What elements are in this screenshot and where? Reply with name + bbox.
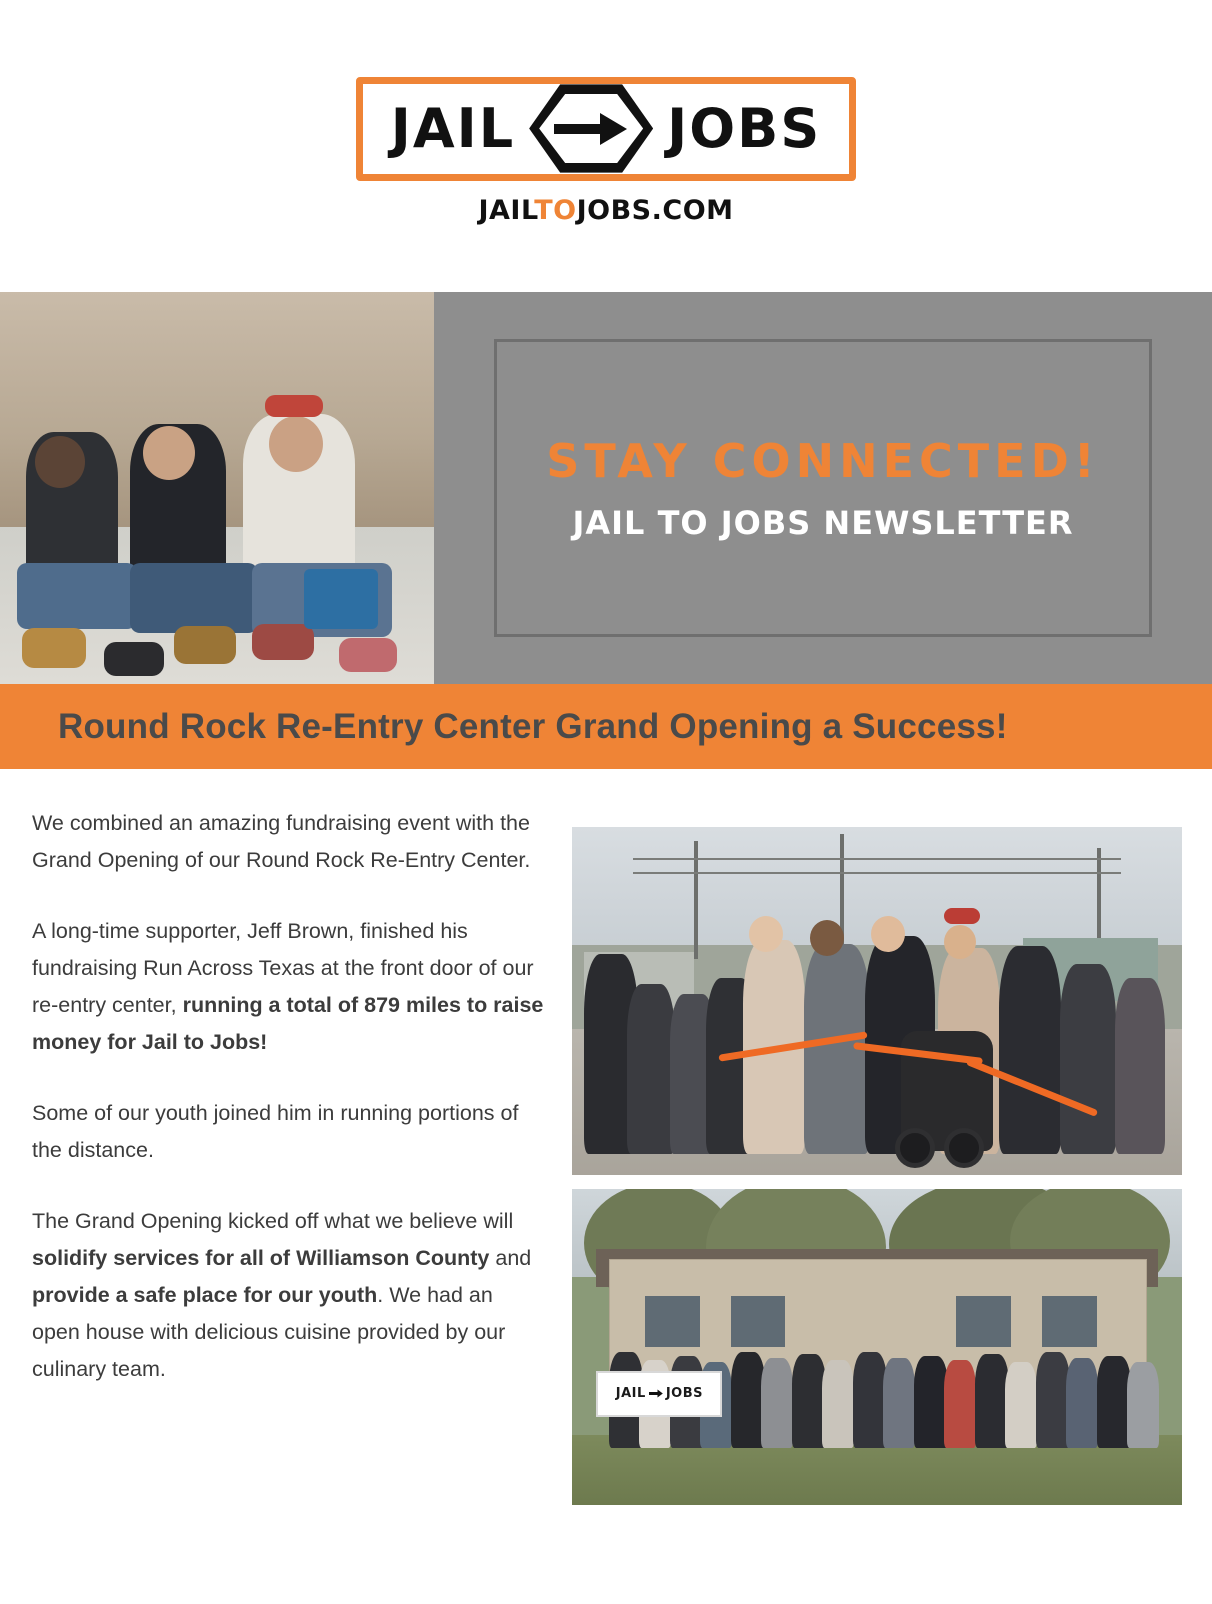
photo-run-finish [572, 827, 1182, 1175]
url-prefix: JAIL [478, 194, 535, 226]
article-paragraph [32, 1203, 544, 1388]
jail-to-jobs-yard-sign [596, 1371, 722, 1417]
banner-headline: STAY CONNECTED! [546, 434, 1100, 488]
article-bold-text: running a total of 879 miles to raise money for Jail to Jobs! [32, 992, 544, 1054]
article-photo-column [572, 805, 1182, 1505]
newsletter-banner [0, 292, 1212, 684]
banner-subhead: JAIL TO JOBS NEWSLETTER [572, 504, 1074, 542]
photo-grand-opening-group [572, 1189, 1182, 1505]
logo-website-url [478, 195, 733, 226]
jail-to-jobs-logo [356, 77, 856, 181]
article-text: . We had an open house with delicious cuisine provided by our culinary team. [32, 1282, 506, 1381]
article-paragraph [32, 805, 544, 879]
article-text: Some of our youth joined him in running portions of the distance. [32, 1100, 519, 1162]
page-title: Round Rock Re-Entry Center Grand Opening a Success! [58, 706, 1008, 746]
article-paragraph [32, 913, 544, 1061]
sign-text-jobs: JOBS [665, 1386, 703, 1402]
logo-word-jobs: JOBS [667, 96, 822, 160]
article-bold-text: solidify services for all of Williamson County [32, 1245, 490, 1270]
article-text: The Grand Opening kicked off what we believe will [32, 1208, 514, 1233]
banner-text-area [434, 292, 1212, 684]
article-text: A long-time supporter, Jeff Brown, finished his fundraising Run Across Texas at the front door of our re-entry center, [32, 918, 534, 1017]
url-suffix: JOBS.COM [576, 194, 734, 226]
article-title-bar [0, 684, 1212, 769]
article-paragraph [32, 1095, 544, 1169]
article-text: We combined an amazing fundraising event with the Grand Opening of our Round Rock Re-Entry Center. [32, 811, 531, 872]
article-text-column [32, 805, 572, 1505]
url-mid: TO [534, 194, 577, 226]
sign-text-jail: JAIL [615, 1386, 646, 1402]
logo-word-jail: JAIL [390, 96, 516, 160]
article-bold-text: provide a safe place for our youth [32, 1282, 378, 1307]
sign-arrow-icon [649, 1389, 663, 1399]
banner-photo-youth-group [0, 292, 434, 684]
article-content [0, 769, 1212, 1505]
page-header [0, 0, 1212, 292]
arrow-right-icon [529, 83, 653, 175]
article-text: and [489, 1245, 532, 1270]
